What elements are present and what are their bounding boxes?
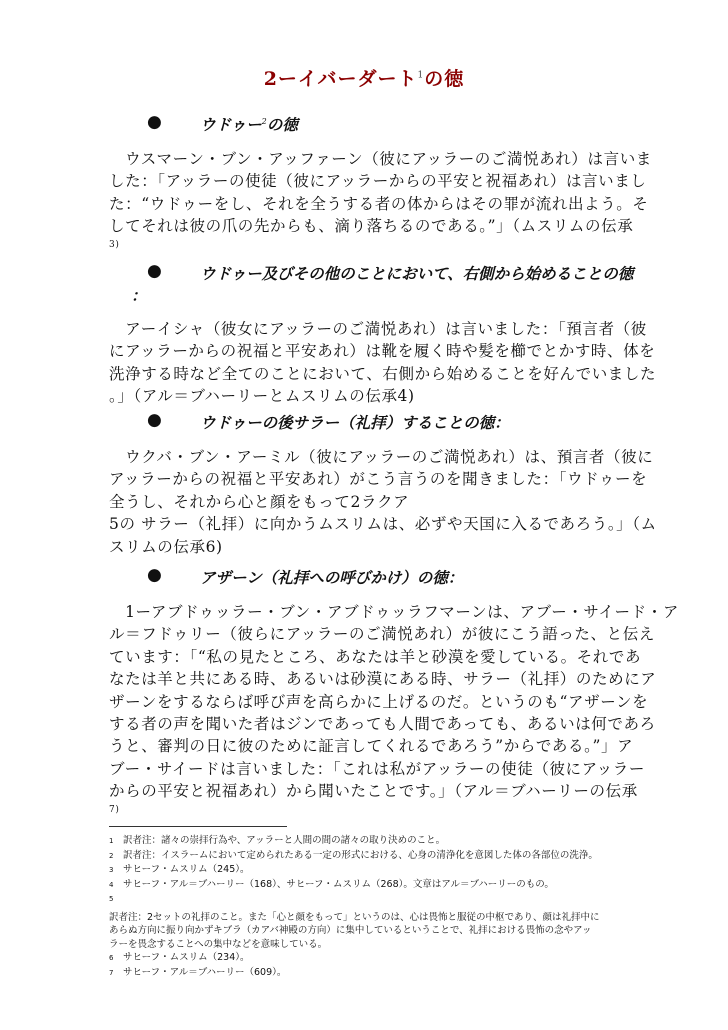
text-line: スリムの伝承6) xyxy=(109,537,223,556)
footnotes xyxy=(109,834,600,980)
paragraph-3 xyxy=(109,446,657,558)
text-line: 洗浄する時など全てのことにおいて、右側から始めることを好んでいました xyxy=(109,364,657,383)
text-line: ザーンをするならば呼び声を高らかに上げるのだ。というのも“アザーンを xyxy=(109,692,649,711)
footnote-7 xyxy=(109,966,600,981)
footnote-text: ラーを畏念することへの集中などを意味している。 xyxy=(109,938,328,950)
section-heading-4: アザーン（礼拝への呼びかけ）の徳： xyxy=(200,568,464,587)
text-line: なたは羊と共にある時、あるいは砂漠にある時、サラー（礼拝）のためにア xyxy=(109,670,657,689)
section-heading-2-continued: ： xyxy=(131,286,147,305)
footnote-number: 6 xyxy=(109,954,114,962)
title-suffix: の徳 xyxy=(424,68,465,90)
title-text: 2ーイバーダート xyxy=(263,68,418,90)
heading-text: ウドゥー xyxy=(200,115,262,134)
text-line: からの平安と祝福あれ）から聞いたことです。」（アル＝ブハーリーの伝承 xyxy=(109,782,638,801)
footnote-number: 5 xyxy=(109,895,114,903)
footnote-5-text xyxy=(109,924,600,938)
footnote-text: 訳者注：諸々の崇拝行為や、アッラーと人間の間の諸々の取り決めのこと。 xyxy=(122,835,446,846)
bullet-icon: ● xyxy=(147,112,162,132)
footnote-text: 訳者注：2セットの礼拝のこと。また「心と顔をもって」というのは、心は畏怖と服従の中枢であり、顔は礼拝中に xyxy=(109,911,600,923)
footnote-text: サヒーフ・アル＝ブハーリー（168）、サヒーフ・ムスリム（268）。文章はアル＝ブハーリーのもの。 xyxy=(122,878,554,890)
footnote-2 xyxy=(109,849,600,864)
page-title xyxy=(0,64,728,91)
text-line: ブー・サイードは言いました：「これは私がアッラーの使徒（彼にアッラー xyxy=(109,759,645,778)
footnote-ref: 2 xyxy=(261,116,267,126)
footnote-5-text xyxy=(109,938,600,952)
section-heading-3: ウドゥーの後サラー（礼拝）することの徳： xyxy=(200,413,510,432)
footnote-number: 7 xyxy=(109,968,114,977)
footnote-6 xyxy=(109,951,600,966)
text-line: ています：「“私の見たところ、あなたは羊と砂漠を愛している。それであ xyxy=(109,647,642,666)
footnote-number: 3 xyxy=(109,866,114,874)
footnote-text: あらぬ方向に振り向かずキブラ（カアバ神殿の方向）に集中しているということで、礼拝における畏怖の念やアッ xyxy=(109,925,592,936)
footnote-text: サヒーフ・アル＝ブハーリー（609）。 xyxy=(122,966,287,978)
paragraph-2 xyxy=(109,318,656,408)
footnote-text: 訳者注：イスラームにおいて定められたある一定の形式における、心身の清浄化を意図した体の各部位の洗浄。 xyxy=(122,849,598,861)
footnote-5 xyxy=(109,892,600,907)
section-heading-1 xyxy=(200,113,298,135)
heading-text: の徳 xyxy=(266,115,298,134)
footnote-number: 1 xyxy=(109,837,114,845)
text-line: 5の サラー（礼拝）に向かうムスリムは、必ずや天国に入るであろう。」（ム xyxy=(109,515,657,534)
text-line: アッラーからの祝福と平安あれ）がこう言うのを聞きました：「ウドゥーを xyxy=(109,470,648,489)
bullet-icon: ● xyxy=(147,261,162,281)
text-line: 全うし、それから心と顔をもって2ラクア xyxy=(109,492,410,511)
footnote-text: サヒーフ・ムスリム（245）。 xyxy=(122,864,250,875)
bullet-icon: ● xyxy=(147,410,162,430)
footnote-5-text xyxy=(109,911,600,925)
text-line: 3) xyxy=(109,239,120,250)
paragraph-1 xyxy=(109,148,652,252)
footnote-3 xyxy=(109,863,600,878)
text-line: にアッラーからの祝福と平安あれ）は靴を履く時や髪を櫛でとかす時、体を xyxy=(109,342,656,361)
text-line: 1ーアブドゥッラー・ブン・アブドゥッラフマーンは、アブー・サイード・ア xyxy=(109,603,679,621)
footnote-1 xyxy=(109,834,600,849)
footnote-4 xyxy=(109,878,600,893)
text-line: うと、審判の日に彼のために証言してくれるであろう”からである。”」ア xyxy=(109,737,634,756)
text-line: 7) xyxy=(109,804,120,815)
text-line: した：「アッラーの使徒（彼にアッラーからの平安と祝福あれ）は言いまし xyxy=(109,172,647,191)
text-line: する者の声を聞いた者はジンであっても人間であっても、あるいは何であろ xyxy=(109,715,656,734)
text-line: アーイシャ（彼女にアッラーのご満悦あれ）は言いました：「預言者（彼 xyxy=(109,320,647,338)
footnote-number: 4 xyxy=(109,880,114,889)
text-line: ル＝フドゥリー（彼らにアッラーのご満悦あれ）が彼にこう語った、と伝え xyxy=(109,625,655,644)
text-line: してそれは彼の爪の先からも、滴り落ちるのである。”」（ムスリムの伝承 xyxy=(109,217,634,236)
text-line: た：“ウドゥーをし、それを全うする者の体からはその罪が流れ出よう。そ xyxy=(109,194,649,213)
text-line: ウクバ・ブン・アーミル（彼にアッラーのご満悦あれ）は、預言者（彼に xyxy=(109,448,654,466)
bullet-icon: ● xyxy=(147,565,162,585)
title-footnote-ref: 1 xyxy=(417,70,425,81)
text-line: 。」（アル＝ブハーリーとムスリムの伝承4) xyxy=(109,387,415,406)
footnote-divider xyxy=(109,826,287,827)
footnote-number: 2 xyxy=(109,851,114,860)
paragraph-4 xyxy=(109,601,679,817)
text-line: ウスマーン・ブン・アッファーン（彼にアッラーのご満悦あれ）は言いま xyxy=(109,150,652,168)
section-heading-2: ウドゥー及びその他のことにおいて、右側から始めることの徳 xyxy=(200,264,634,283)
footnote-text: サヒーフ・ムスリム（234）。 xyxy=(122,952,250,963)
